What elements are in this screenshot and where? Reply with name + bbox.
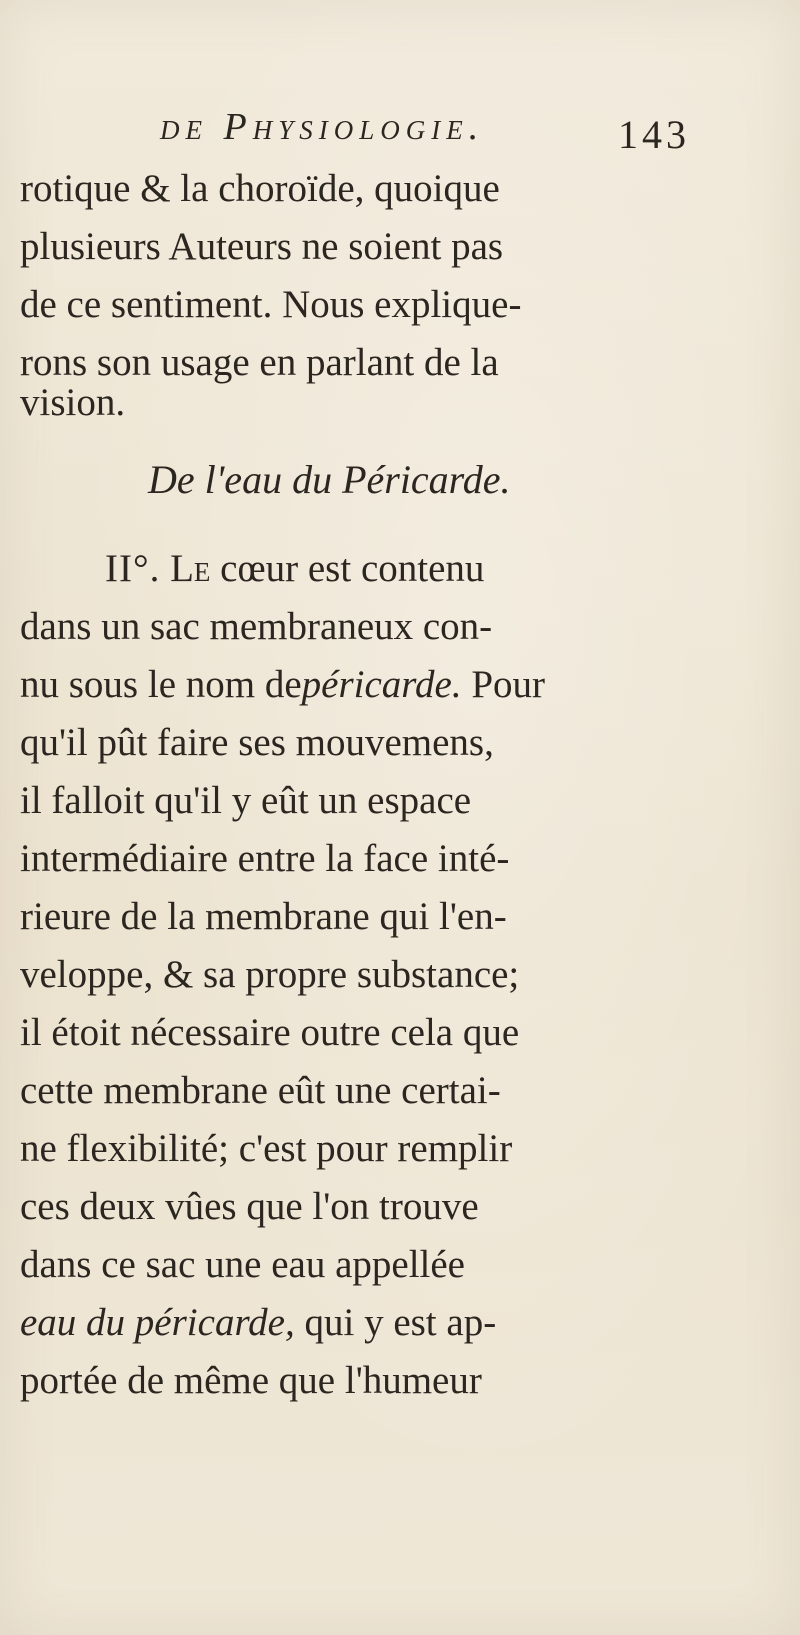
line-text: nu sous le nom de: [20, 663, 302, 706]
text-line: rons son usage en parlant de la: [20, 341, 499, 384]
text-line: plusieurs Auteurs ne soient pas: [20, 225, 504, 268]
text-line: dans un sac membraneux con-: [20, 605, 493, 648]
text-line: ces deux vûes que l'on trouve: [20, 1185, 479, 1228]
page-number: 143: [618, 112, 690, 157]
initial-word: Le: [170, 547, 211, 590]
line-text: Pour: [471, 663, 546, 706]
text-line: ne flexibilité; c'est pour remplir: [20, 1127, 513, 1170]
paragraph-number: II°.: [105, 547, 161, 590]
page-header: [150, 105, 690, 155]
italic-term: eau du péricarde,: [20, 1301, 295, 1344]
text-line: qu'il pût faire ses mouvemens,: [20, 721, 494, 764]
text-line: rotique & la choroïde, quoique: [20, 167, 500, 210]
line-text: qui y est ap-: [304, 1301, 497, 1344]
text-line: cette membrane eût une certai-: [20, 1069, 501, 1112]
text-line: rieure de la membrane qui l'en-: [20, 895, 507, 938]
running-title: de Physiologie.: [160, 106, 485, 148]
text-line: [105, 540, 685, 598]
text-line: [20, 1294, 680, 1352]
text-line: intermédiaire entre la face inté-: [20, 837, 510, 880]
text-line: il falloit qu'il y eût un espace: [20, 779, 472, 822]
text-line: [20, 656, 680, 714]
text-line: dans ce sac une eau appellée: [20, 1243, 465, 1286]
italic-term: péricarde.: [301, 663, 462, 706]
text-line: veloppe, & sa propre substance;: [20, 953, 520, 996]
section-heading: De l'eau du Péricarde.: [148, 457, 511, 502]
line-text: cœur est contenu: [220, 547, 485, 590]
text-line: il étoit nécessaire outre cela que: [20, 1011, 520, 1054]
text-line: portée de même que l'humeur: [20, 1359, 482, 1402]
text-line: vision.: [20, 381, 126, 424]
text-line: de ce sentiment. Nous explique-: [20, 283, 522, 326]
